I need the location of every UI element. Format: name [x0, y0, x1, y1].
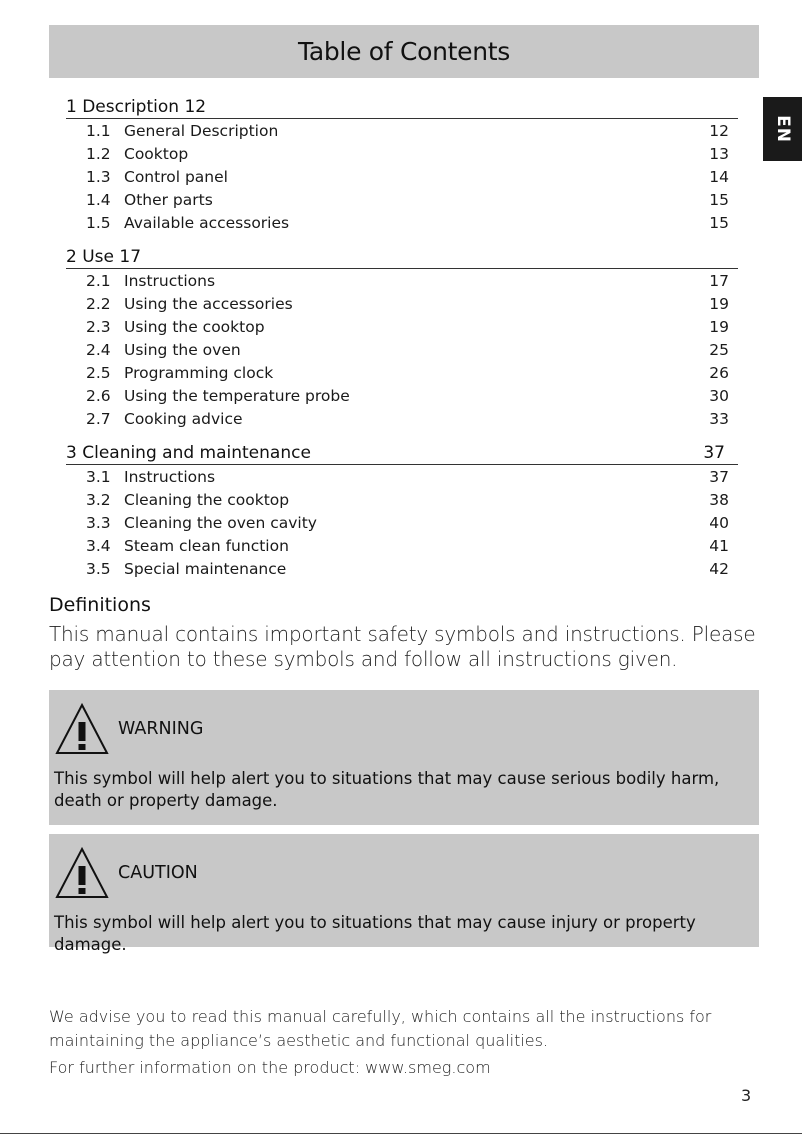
toc-entry [66, 338, 738, 361]
toc-entry-title: Using the oven [124, 340, 241, 359]
toc-entry-title: Instructions [124, 271, 216, 290]
toc-entry-page: 15 [709, 213, 729, 232]
toc-entry [66, 269, 738, 292]
toc-entry-title: Steam clean function [124, 536, 289, 555]
toc-entry [66, 211, 738, 234]
toc-entry [66, 165, 738, 188]
toc-entry-title: Instructions [124, 467, 216, 486]
footer-more-info: For further information on the product: www.smeg.com [49, 1058, 491, 1077]
toc-entry [66, 142, 738, 165]
toc-entry-page: 30 [709, 386, 729, 405]
warning-label: WARNING [118, 719, 204, 739]
toc-entry-page: 37 [709, 467, 729, 486]
toc-entry [66, 315, 738, 338]
toc-entry [66, 465, 738, 488]
toc-entry-page: 19 [709, 317, 729, 336]
toc-entry-page: 14 [709, 167, 729, 186]
toc-entry-number: 1.4 [86, 190, 111, 209]
toc-entry-page: 15 [709, 190, 729, 209]
toc-entry-title: General Description [124, 121, 279, 140]
definitions-heading: Definitions [49, 594, 151, 616]
toc-entry-title: Special maintenance [124, 559, 287, 578]
toc-entry-number: 2.4 [86, 340, 111, 359]
toc-section-label: 3 Cleaning and maintenance [66, 443, 311, 463]
toc-entry-title: Cooking advice [124, 409, 243, 428]
toc-entry [66, 488, 738, 511]
toc-entry [66, 292, 738, 315]
toc-entry-number: 2.3 [86, 317, 111, 336]
toc-entry-number: 3.1 [86, 467, 111, 486]
toc-entry-number: 2.5 [86, 363, 111, 382]
toc-entry-page: 40 [709, 513, 729, 532]
toc-entry-page: 33 [709, 409, 729, 428]
toc-entry [66, 407, 738, 430]
definitions-section [49, 594, 759, 672]
language-tab-label: EN [772, 115, 793, 143]
toc-entry-number: 1.1 [86, 121, 111, 140]
caution-label: CAUTION [118, 863, 198, 883]
toc-entry-number: 2.6 [86, 386, 111, 405]
toc-entry [66, 361, 738, 384]
toc-entry [66, 384, 738, 407]
toc-section-label: 1 Description 12 [66, 97, 207, 117]
footer-advice: We advise you to read this manual carefully, which contains all the instructions for maintaining the appliance’s aesthetic and functional qualities. [49, 1007, 712, 1050]
page-title: Table of Contents [298, 37, 510, 66]
toc-entry-title: Programming clock [124, 363, 274, 382]
toc-entry-page: 26 [709, 363, 729, 382]
toc-entry-number: 1.5 [86, 213, 111, 232]
page-number: 3 [741, 1086, 752, 1105]
toc-entry-title: Using the accessories [124, 294, 293, 313]
caution-header [54, 844, 755, 902]
toc-entry-number: 2.1 [86, 271, 111, 290]
toc-entry-title: Control panel [124, 167, 228, 186]
toc-entry-number: 3.4 [86, 536, 111, 555]
toc-entry-title: Cooktop [124, 144, 189, 163]
toc-entry-number: 2.7 [86, 409, 111, 428]
toc-entry-title: Cleaning the cooktop [124, 490, 290, 509]
toc-section-description [66, 93, 738, 234]
toc-entry [66, 534, 738, 557]
caution-box [49, 834, 759, 954]
toc-entry-page: 41 [709, 536, 729, 555]
toc-entry-title: Cleaning the oven cavity [124, 513, 317, 532]
footer-notes [49, 1005, 749, 1080]
toc-entry-page: 38 [709, 490, 729, 509]
toc-section-label: 2 Use 17 [66, 247, 142, 267]
warning-text: This symbol will help alert you to situations that may cause serious bodily harm, death or property damage. [54, 769, 720, 810]
toc-section-heading [66, 93, 738, 119]
toc-entry-page: 12 [709, 121, 729, 140]
caution-text: This symbol will help alert you to situations that may cause injury or property damage. [54, 913, 696, 954]
toc-entry [66, 119, 738, 142]
toc-entry-number: 2.2 [86, 294, 111, 313]
toc-section-use [66, 243, 738, 430]
toc-entry-number: 1.2 [86, 144, 111, 163]
toc-entry-page: 13 [709, 144, 729, 163]
toc-entry-page: 25 [709, 340, 729, 359]
caution-triangle-icon [54, 845, 110, 901]
bottom-divider [0, 1133, 802, 1134]
toc-entry-title: Using the cooktop [124, 317, 265, 336]
toc-entry [66, 188, 738, 211]
toc-entry-title: Available accessories [124, 213, 290, 232]
toc-entry-page: 42 [709, 559, 729, 578]
title-bar [49, 25, 759, 78]
toc-entry-page: 19 [709, 294, 729, 313]
toc-entry [66, 511, 738, 534]
toc-entry [66, 557, 738, 580]
toc-entry-number: 3.2 [86, 490, 111, 509]
warning-box [49, 690, 759, 825]
definitions-text: This manual contains important safety symbols and instructions. Please pay attention to these symbols and follow all instructions given. [49, 622, 756, 671]
toc-entry-title: Other parts [124, 190, 213, 209]
warning-triangle-icon [54, 701, 110, 757]
toc-entry-title: Using the temperature probe [124, 386, 350, 405]
toc-section-heading [66, 243, 738, 269]
table-of-contents [66, 93, 738, 589]
toc-section-cleaning [66, 439, 738, 580]
toc-entry-number: 3.5 [86, 559, 111, 578]
warning-header [54, 700, 755, 758]
language-tab [763, 97, 802, 161]
toc-section-page: 37 [703, 443, 725, 463]
toc-entry-page: 17 [709, 271, 729, 290]
toc-entry-number: 1.3 [86, 167, 111, 186]
toc-entry-number: 3.3 [86, 513, 111, 532]
toc-section-heading [66, 439, 738, 465]
